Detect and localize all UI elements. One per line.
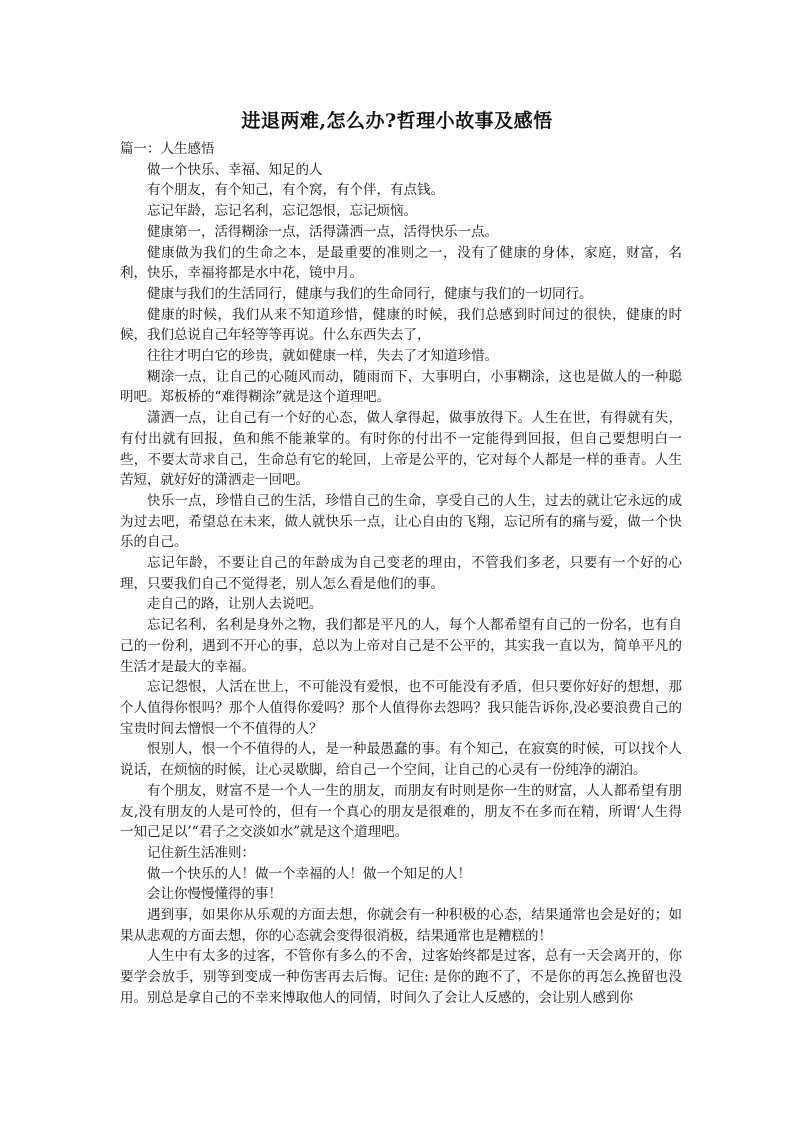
paragraph: 潇洒一点，让自己有一个好的心态，做人拿得起，做事放得下。人生在世，有得就有失，有付出就有回报，鱼和熊不能兼掌的。有时你的付出不一定能得到回报，但自己要想明白一些，不要太苛求自己，生命总有它的轮回，上帝是公平的，它对每个人都是一样的垂青。人生苦短，就好好的潇洒走一回吧。 bbox=[120, 410, 682, 489]
paragraph: 健康第一，活得糊涂一点，活得潇洒一点，活得快乐一点。 bbox=[147, 223, 498, 240]
document-body bbox=[120, 139, 682, 1009]
section-heading: 篇一：人生感悟 bbox=[120, 141, 215, 157]
paragraph: 有个朋友，有个知己，有个窝，有个伴，有点钱。 bbox=[147, 182, 444, 199]
paragraph: 忘记年龄，忘记名利，忘记怨恨，忘记烦恼。 bbox=[147, 203, 417, 220]
paragraph: 记住新生活准则： bbox=[147, 844, 255, 861]
paragraph: 健康做为我们的生命之本，是最重要的准则之一，没有了健康的身体，家庭，财富，名利，快乐，幸福将都是水中花，镜中月。 bbox=[120, 244, 682, 282]
paragraph: 忘记年龄，不要让自己的年龄成为自己变老的理由，不管我们多老，只要有一个好的心理，只要我们自己不觉得老，别人怎么看是他们的事。 bbox=[120, 555, 682, 592]
document-title: 进退两难,怎么办?哲理小故事及感悟 bbox=[241, 110, 553, 132]
paragraph: 做一个快乐、幸福、知足的人 bbox=[147, 161, 323, 178]
paragraph: 忘记名利，名利是身外之物，我们都是平凡的人，每个人都希望有自己的一份名，也有自己的一份利，遇到不开心的事，总以为上帝对自己是不公平的，其实我一直以为，简单平凡的生活才是最大的幸福。 bbox=[120, 617, 682, 675]
paragraph: 做一个快乐的人！做一个幸福的人！做一个知足的人！ bbox=[147, 865, 471, 882]
paragraph: 健康与我们的生活同行，健康与我们的生命同行，健康与我们的一切同行。 bbox=[147, 285, 593, 302]
paragraph: 遇到事，如果你从乐观的方面去想，你就会有一种积极的心态，结果通常也会是好的；如果从悲观的方面去想，你的心态就会变得很消极，结果通常也是糟糕的！ bbox=[120, 907, 682, 944]
paragraph: 人生中有太多的过客，不管你有多么的不舍，过客始终都是过客，总有一天会离开的，你要学会放手，别等到变成一种伤害再去后悔。记住: 是你的跑不了，不是你的再怎么挽留也没用。别总是拿自己的不幸来博取他人的同情，时间久了会让人反感的，会让别人感到你 bbox=[120, 948, 682, 1006]
paragraph: 会让你慢慢懂得的事！ bbox=[147, 886, 282, 903]
paragraph: 有个朋友，财富不是一个人一生的朋友，而朋友有时则是你一生的财富，人人都希望有朋友,没有朋友的人是可怜的，但有一个真心的朋友是很难的，朋友不在多而在精，所谓‘人生得一知己足以’“君子之交淡如水”就是这个道理吧。 bbox=[120, 782, 682, 841]
paragraph: 忘记怨恨，人活在世上，不可能没有爱恨，也不可能没有矛盾，但只要你好好的想想，那个人值得你恨吗？那个人值得你爱吗？那个人值得你去怨吗？我只能告诉你,没必要浪费自己的宝贵时间去憎恨一个不值得的人？ bbox=[120, 679, 682, 737]
paragraph: 恨别人，恨一个不值得的人，是一种最愚蠢的事。有个知己，在寂寞的时候，可以找个人说话，在烦恼的时候，让心灵歇脚，给自己一个空间，让自己的心灵有一份纯净的湖泊。 bbox=[120, 741, 682, 779]
paragraph: 快乐一点，珍惜自己的生活，珍惜自己的生命，享受自己的人生，过去的就让它永远的成为过去吧，希望总在未来，做人就快乐一点，让心自由的飞翔，忘记所有的痛与爱，做一个快乐的自己。 bbox=[120, 492, 682, 551]
paragraph: 糊涂一点，让自己的心随风而动，随雨而下，大事明白，小事糊涂，这也是做人的一种聪明吧。郑板桥的“难得糊涂”就是这个道理吧。 bbox=[120, 368, 682, 406]
paragraph: 健康的时候，我们从来不知道珍惜，健康的时候，我们总感到时间过的很快，健康的时候，我们总说自己年轻等等再说。什么东西失去了， bbox=[120, 306, 682, 344]
paragraph: 走自己的路，让别人去说吧。 bbox=[147, 596, 323, 613]
paragraph: 往往才明白它的珍贵，就如健康一样，失去了才知道珍惜。 bbox=[147, 348, 498, 365]
